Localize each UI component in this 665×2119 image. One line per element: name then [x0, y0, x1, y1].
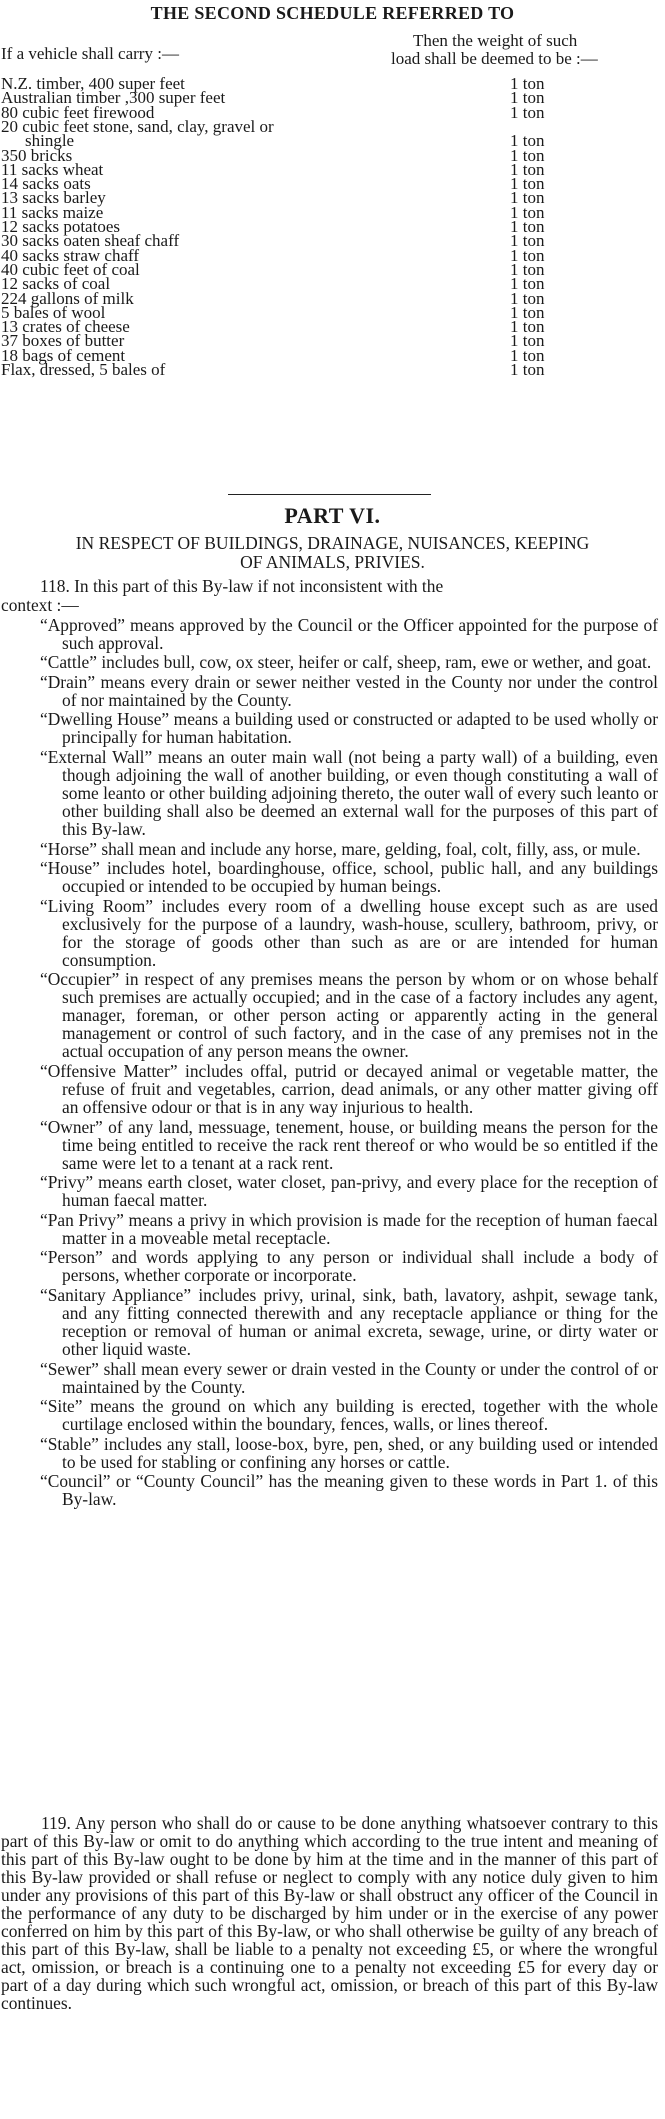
- schedule-weight: 1 ton: [510, 245, 545, 265]
- schedule-item: 5 bales of wool: [1, 302, 106, 322]
- schedule-item: 18 bags of cement: [1, 345, 126, 365]
- schedule-weight: 1 ton: [510, 88, 545, 108]
- schedule-item: Flax, dressed, 5 bales of: [1, 360, 166, 379]
- part-subtitle-line-1: IN RESPECT OF BUILDINGS, DRAINAGE, NUISANCES, KEEPING: [75, 533, 590, 553]
- part-subtitle-line-2: OF ANIMALS, PRIVIES.: [240, 552, 425, 572]
- schedule-weight: 1 ton: [510, 131, 545, 151]
- definition-entry: “Person” and words applying to any person or individual shall include a body of persons, whether corporate or incorporate.: [40, 1247, 658, 1286]
- part-title: PART VI.: [284, 503, 381, 528]
- schedule-item: 14 sacks oats: [1, 174, 91, 194]
- section-119-paragraph: 119. Any person who shall do or cause to be done anything whatsoever contrary to this part of this By-law or omit to do anything which according to the true intent and meaning of this part of this By-law ought to be done by him at the time and in the manner of this part of this By-law provided or shall refuse or neglect to comply with any notice duly given to him under any provisions of this part of this By-law or shall obstruct any officer of the Council in the performance of any duty to be discharged by him under or in the exercise of any power conferred on him by this part of this By-law, or who shall otherwise be guilty of any breach of this part of this By-law, shall be liable to a penalty not exceeding £5, or where the wrongful act, omission, or breach is a continuing one to a penalty not exceeding £5 for every day or part of a day during which such wrongful act, omission, or breach of this part of this By-law continues.: [1, 1813, 658, 2013]
- schedule-weight: 1 ton: [510, 159, 545, 179]
- schedule-weight: 1 ton: [510, 259, 545, 279]
- schedule-item: 12 sacks of coal: [1, 274, 111, 294]
- section-divider: [228, 494, 431, 495]
- schedule-weight: 1 ton: [510, 288, 545, 308]
- schedule-weight: 1 ton: [510, 145, 545, 165]
- definition-entry: “Pan Privy” means a privy in which provision is made for the reception of human faecal matter in a moveable metal receptacle.: [40, 1209, 658, 1248]
- schedule-item: 11 sacks maize: [1, 202, 104, 222]
- definitions-list: [40, 614, 658, 1508]
- definition-entry: “External Wall” means an outer main wall (not being a party wall) of a building, even though adjoining the wall of another building, or even though constituting a wall of some leanto or other building adjoining thereto, the outer wall of every such leanto or other building shall also be deemed an external wall for the purposes of this part of this By-law.: [40, 746, 658, 839]
- definition-entry: “Owner” of any land, messuage, tenement, house, or building means the person for the time being entitled to receive the rack rent thereof or who would be so entitled if the same were let to a tenant at a rack rent.: [40, 1116, 658, 1173]
- schedule-right-column-heading-line-1: Then the weight of such: [413, 31, 578, 50]
- schedule-item: Australian timber ,300 super feet: [1, 88, 226, 108]
- schedule-item: 37 boxes of butter: [1, 331, 125, 351]
- schedule-item: 224 gallons of milk: [1, 288, 134, 308]
- schedule-item: 13 crates of cheese: [1, 317, 130, 337]
- definition-entry: “Horse” shall mean and include any horse, mare, gelding, foal, colt, filly, ass, or mule.: [40, 838, 641, 859]
- schedule-item: N.Z. timber, 400 super feet: [1, 74, 185, 93]
- section-118-intro: 118. In this part of this By-law if not inconsistent with the: [40, 576, 444, 596]
- section-118-context: context :—: [1, 595, 79, 615]
- schedule-item: shingle: [25, 131, 75, 151]
- definition-entry: “Site” means the ground on which any building is erected, together with the whole curtilage enclosed within the boundary, fences, walls, or lines thereof.: [40, 1396, 658, 1435]
- schedule-weight: 1 ton: [510, 102, 545, 122]
- schedule-weight: 1 ton: [510, 188, 545, 208]
- schedule-weight: 1 ton: [510, 174, 545, 194]
- definition-entry: “Sewer” shall mean every sewer or drain vested in the County or under the control of or maintained by the County.: [40, 1358, 658, 1397]
- definition-entry: “Council” or “County Council” has the meaning given to these words in Part 1. of this By-law.: [40, 1471, 658, 1510]
- definition-entry: “Drain” means every drain or sewer neither vested in the County nor under the control of nor maintained by the County.: [40, 671, 658, 710]
- schedule-item: 40 sacks straw chaff: [1, 245, 140, 265]
- schedule-weight: 1 ton: [510, 360, 545, 379]
- schedule-item: 13 sacks barley: [1, 188, 106, 208]
- schedule-left-column-heading: If a vehicle shall carry :—: [1, 44, 179, 63]
- definition-entry: “Occupier” in respect of any premises means the person by whom or on whose behalf such premises are actually occupied; and in the case of a factory includes any agent, manager, foreman, or other person acting or apparently acting in the general management or control of such factory, and in the case of any premises not in the actual occupation of any person means the owner.: [40, 969, 658, 1062]
- definition-entry: “Approved” means approved by the Council or the Officer appointed for the purpose of such approval.: [40, 614, 658, 653]
- definition-entry: “House” includes hotel, boardinghouse, office, school, public hall, and any buildings occupied or intended to be occupied by human beings.: [40, 858, 658, 897]
- schedule-item: 30 sacks oaten sheaf chaff: [1, 231, 180, 251]
- definition-entry: “Stable” includes any stall, loose-box, byre, pen, shed, or any building used or intended to be used for stabling or confining any horses or cattle.: [40, 1433, 658, 1472]
- schedule-weight: 1 ton: [510, 217, 545, 236]
- schedule-title: THE SECOND SCHEDULE REFERRED TO: [150, 3, 515, 23]
- schedule-weight: 1 ton: [510, 345, 545, 365]
- definition-entry: “Dwelling House” means a building used or constructed or adapted to be used wholly or principally for human habitation.: [40, 709, 658, 748]
- schedule-item: 20 cubic feet stone, sand, clay, gravel or: [1, 116, 274, 136]
- definition-entry: “Offensive Matter” includes offal, putrid or decayed animal or vegetable matter, the refuse of fruit and vegetables, carrion, dead animals, or any other matter giving off an offensive odour or that is in any way injurious to health.: [40, 1060, 658, 1117]
- definition-entry: “Cattle” includes bull, cow, ox steer, heifer or calf, sheep, ram, ewe or wether, and goat.: [40, 652, 652, 673]
- schedule-weight: 1 ton: [510, 202, 545, 222]
- schedule-weight: 1 ton: [510, 274, 545, 294]
- schedule-weight: 1 ton: [510, 231, 545, 251]
- schedule-weight: 1 ton: [510, 74, 545, 93]
- schedule-item: 12 sacks potatoes: [1, 217, 120, 236]
- schedule-item: 80 cubic feet firewood: [1, 102, 155, 122]
- schedule-weight: 1 ton: [510, 302, 545, 322]
- definition-entry: “Living Room” includes every room of a dwelling house except such as are used exclusively for the purpose of a laundry, wash-house, scullery, bathroom, privy, or for the storage of goods other than such as are or are intended for human consumption.: [40, 895, 658, 970]
- schedule-item: 40 cubic feet of coal: [1, 259, 140, 279]
- definition-entry: “Privy” means earth closet, water closet, pan-privy, and every place for the reception of human faecal matter.: [40, 1172, 658, 1211]
- schedule-weight: 1 ton: [510, 317, 545, 337]
- schedule-weight: 1 ton: [510, 331, 545, 351]
- schedule-item: 350 bricks: [1, 145, 73, 165]
- definition-entry: “Sanitary Appliance” includes privy, urinal, sink, bath, lavatory, ashpit, sewage tank, and any fitting connected therewith and any receptacle appliance or thing for the reception or removal of human or animal excreta, sewage, urine, or dirty water or other liquid waste.: [40, 1284, 658, 1359]
- schedule-item: 11 sacks wheat: [1, 159, 104, 179]
- schedule-right-column-heading-line-2: load shall be deemed to be :—: [391, 49, 598, 68]
